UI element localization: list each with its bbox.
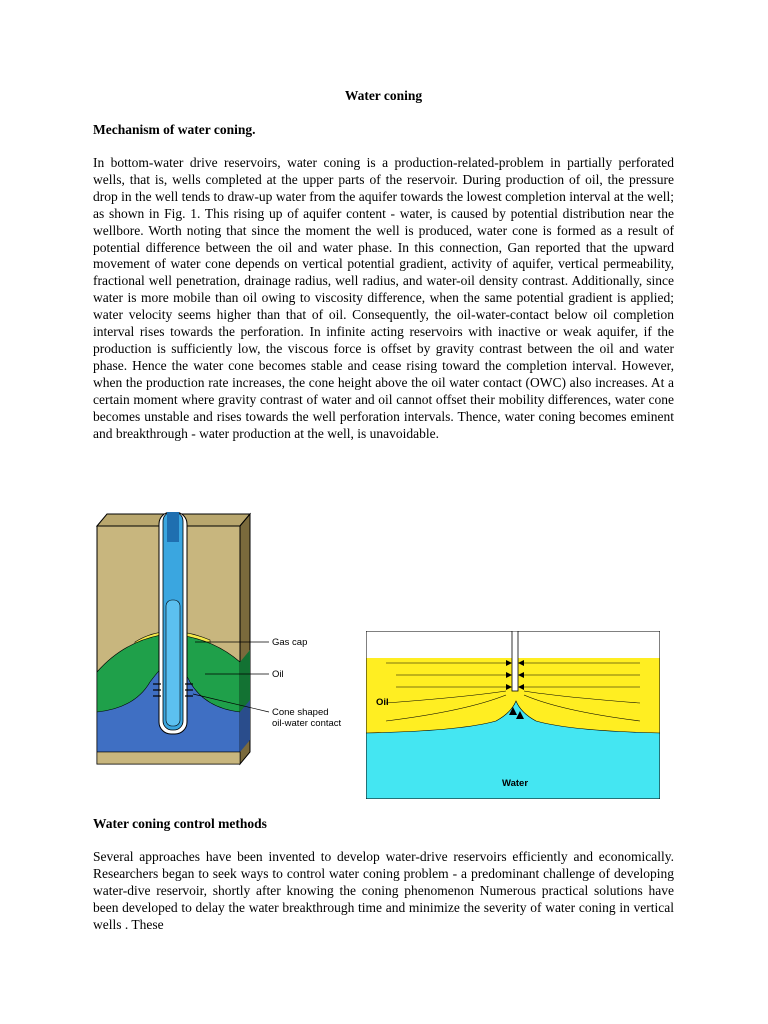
section-heading-mechanism: Mechanism of water coning. <box>93 122 256 137</box>
tubing-top <box>167 512 179 542</box>
paragraph-control-methods: Several approaches have been invented to develop water-drive reservoirs efficiently and economically. Researchers began to seek ways to control water coning problem - a predominant challenge of developing water-dive reservoir, shortly after knowing the coning phenomenon Numerous practical solutions have been developed to delay the water breakthrough time and minimize the severity of water coning in vertical wells . These <box>93 849 674 932</box>
document-title: Water coning <box>344 88 423 103</box>
label-water-fig2: Water <box>502 778 529 789</box>
label-cone-line2: oil-water contact <box>272 718 342 729</box>
figure-well-cross-section <box>95 512 351 768</box>
label-gas-cap: Gas cap <box>272 637 308 648</box>
label-oil: Oil <box>272 669 284 680</box>
label-cone-line1: Cone shaped <box>272 707 329 718</box>
figure-water-cone-flow <box>366 631 660 799</box>
well-pipe <box>512 631 518 691</box>
label-oil-fig2: Oil <box>376 697 389 708</box>
tubing-string <box>166 600 180 726</box>
section-heading-control-methods: Water coning control methods <box>93 816 267 831</box>
paragraph-mechanism: In bottom-water drive reservoirs, water coning is a production-related-problem in partially perforated wells, that is, wells completed at the upper parts of the reservoir. During production of oil, the pressure drop in the well tends to draw-up water from the aquifer towards the lowest completion interval at the well; as shown in Fig. 1. This rising up of aquifer content - water, is caused by potential distribution near the wellbore. Worth noting that since the moment the well is produced, water cone is formed as a result of potential difference between the oil and water phase. In this connection, Gan reported that the upward movement of water cone depends on vertical potential gradient, activity of aquifer, vertical permeability, fractional well penetration, drainage radius, well radius, and water-oil density contrast. Additionally, since water is more mobile than oil owing to viscosity difference, when the same potential gradient is applied; water velocity seems higher than that of oil. Consequently, the oil-water-contact below oil completion interval rises towards the perforation. In infinite acting reservoirs with inactive or weak aquifer, if the production is sufficiently low, the viscous force is offset by gravity contrast between the oil and water phase. Hence the water cone becomes stable and cease rising toward the completion interval. However, when the production rate increases, the cone height above the oil water contact (OWC) also increases. At a certain moment where gravity contrast of water and oil cannot offset their mobility differences, water cone becomes unstable and rises towards the well perforation intervals. Thence, water coning becomes eminent and breakthrough - water production at the well, is unavoidable. <box>93 155 674 441</box>
